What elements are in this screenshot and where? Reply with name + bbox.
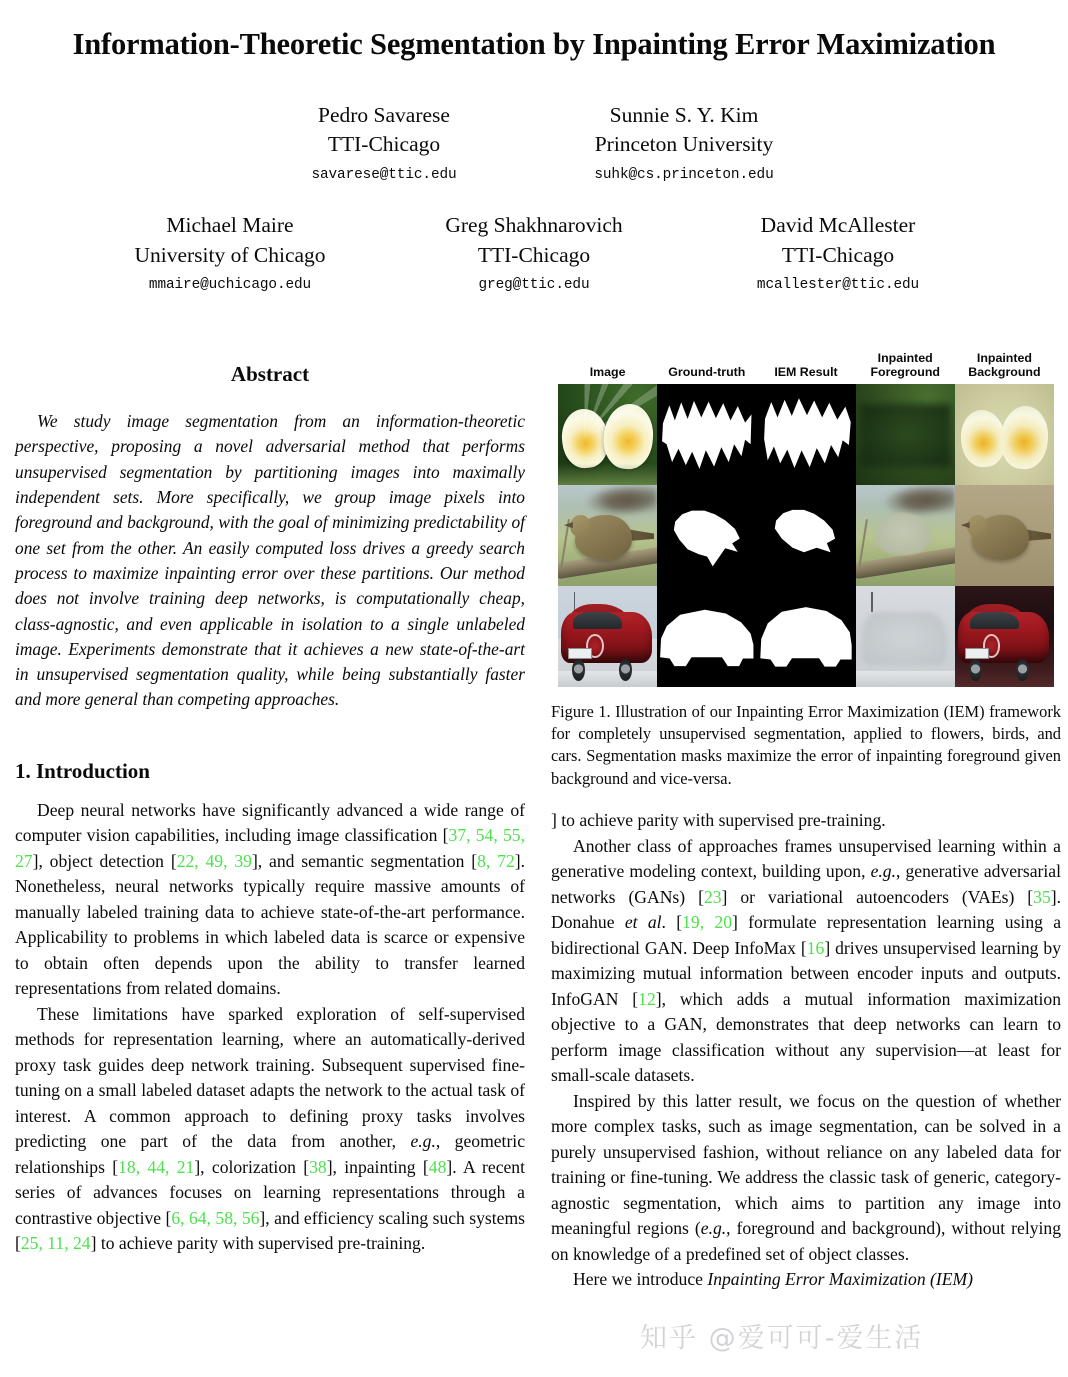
figure-image-grid xyxy=(558,384,1054,687)
eg-italic: e.g. xyxy=(700,1218,727,1239)
citation-ref[interactable]: 23 xyxy=(703,886,722,907)
flower-leaf xyxy=(558,463,657,485)
par-text: ], which adds a mutual information maximization objective to a GAN, demonstrates that deep networks can learn to perform image classification without any supervision—at least for small-scale datasets. xyxy=(551,988,1062,1086)
par-text: Another class of approaches frames unsupervised learning within a generative modeling context, building upon, xyxy=(551,835,1061,882)
inpainted-patch xyxy=(875,513,931,555)
citation-ref[interactable]: 37, 54, 55, 27 xyxy=(15,825,525,871)
intro-paragraph-5 xyxy=(551,1267,1061,1293)
author-sunnie-kim xyxy=(534,101,834,183)
header-line: Foreground xyxy=(870,364,940,379)
citation-ref[interactable]: 22, 49, 39 xyxy=(176,850,252,871)
figure-header-image xyxy=(558,366,657,380)
author-name: Sunnie S. Y. Kim xyxy=(609,102,759,127)
citation-ref[interactable]: 19, 20 xyxy=(682,912,733,933)
par-text: ]. Donahue xyxy=(551,886,1061,933)
par-text: . [ xyxy=(661,912,683,933)
intro-paragraph-2 xyxy=(15,1002,525,1257)
author-name: Pedro Savarese xyxy=(318,102,450,127)
figure-caption: Figure 1. Illustration of our Inpainting Error Maximization (IEM) framework for completely unsupervised segmentation, applied to flowers, birds, and cars. Segmentation masks maximize the error of inpainting foreground given background and vice-versa. xyxy=(551,701,1061,788)
bird-beak xyxy=(961,522,970,528)
author-affiliation: TTI-Chicago xyxy=(781,242,895,267)
segmentation-mask xyxy=(671,507,740,568)
author-email[interactable]: savarese@ttic.edu xyxy=(311,166,457,183)
license-plate xyxy=(568,648,592,659)
citation-ref[interactable]: 25, 11, 24 xyxy=(20,1233,91,1254)
par-text: ], colorization [ xyxy=(194,1156,310,1177)
author-name: David McAllester xyxy=(760,212,916,237)
figure-cell-birds-iem-result xyxy=(756,485,855,586)
citation-ref[interactable]: 35 xyxy=(1033,886,1051,907)
figure-cell-cars-image xyxy=(558,586,657,687)
figure-cell-cars-inpainted-background xyxy=(955,586,1054,687)
section-heading-introduction: 1. Introduction xyxy=(15,758,150,783)
figure-cell-flowers-inpainted-foreground xyxy=(856,384,955,485)
par-text: , generative adversarial networks (GANs) [ xyxy=(551,861,1061,907)
author-affiliation: TTI-Chicago xyxy=(477,242,591,267)
author-david-mcallester xyxy=(686,211,990,293)
figure-cell-birds-image xyxy=(558,485,657,586)
figure-1 xyxy=(551,352,1061,790)
header-line: Inpainted xyxy=(976,351,1032,365)
header-line: Background xyxy=(968,364,1041,379)
par-text: ], object detection [ xyxy=(32,850,177,871)
car-wheel xyxy=(572,659,585,681)
figure-cell-flowers-ground-truth xyxy=(657,384,756,485)
author-email[interactable]: mcallester@ttic.edu xyxy=(756,277,920,294)
segmentation-mask xyxy=(659,606,754,669)
par-text: ] to achieve parity with supervised pre-training. xyxy=(90,1233,426,1254)
intro-paragraph-3 xyxy=(551,834,1061,1089)
flower-petal xyxy=(999,404,1051,470)
par-text: ], inpainting [ xyxy=(326,1156,429,1177)
figure-cell-birds-inpainted-background xyxy=(955,485,1054,586)
page-title: Information-Theoretic Segmentation by Inpainting Error Maximization xyxy=(72,27,996,61)
body-columns xyxy=(0,352,1068,1293)
figure-cell-flowers-image xyxy=(558,384,657,485)
figure-cell-flowers-inpainted-background xyxy=(955,384,1054,485)
figure-header-inpainted-background xyxy=(955,352,1054,380)
bird-head xyxy=(967,515,987,537)
figure-header-inpainted-foreground xyxy=(856,352,955,380)
author-affiliation: TTI-Chicago xyxy=(327,132,441,157)
eg-italic: e.g. xyxy=(870,861,896,882)
author-email[interactable]: mmaire@uchicago.edu xyxy=(148,277,312,294)
author-name: Greg Shakhnarovich xyxy=(445,212,623,237)
inpainted-patch xyxy=(862,612,947,665)
segmentation-mask xyxy=(772,507,835,564)
watermark-overlay: 知乎 @爱可可-爱生活 xyxy=(640,1323,924,1354)
figure-cell-cars-inpainted-foreground xyxy=(856,586,955,687)
citation-ref[interactable]: 12 xyxy=(638,988,656,1009)
par-text: ], and semantic segmentation [ xyxy=(251,850,478,871)
figure-header-ground-truth xyxy=(657,366,756,380)
author-name: Michael Maire xyxy=(166,212,294,237)
citation-ref[interactable]: 6, 64, 58, 56 xyxy=(171,1207,260,1228)
car-antenna xyxy=(871,592,872,612)
par-text: ] drives unsupervised learning by maximizing mutual information between encoder inputs and outputs. InfoGAN [ xyxy=(551,937,1061,1009)
segmentation-mask xyxy=(759,604,852,669)
car-window xyxy=(970,612,1020,629)
par-text: ], and efficiency scaling such systems [ xyxy=(15,1207,526,1254)
figure-cell-birds-ground-truth xyxy=(657,485,756,586)
citation-ref[interactable]: 8, 72 xyxy=(477,850,515,871)
figure-cell-cars-iem-result xyxy=(756,586,855,687)
header-line: Inpainted xyxy=(877,351,933,365)
citation-ref[interactable]: 48 xyxy=(428,1156,447,1177)
par-text: ]. Nonetheless, neural networks typically require massive amounts of manually labeled training data to achieve state-of-the-art performance. Applicability to problems in which labeled data is scarce or expensive to obtain often depends upon the ability to transfer learned representations from related domains. xyxy=(15,850,526,999)
ground-plane xyxy=(856,671,955,687)
car-wheel xyxy=(1016,659,1029,681)
citation-ref[interactable]: 16 xyxy=(806,937,825,958)
figure-cell-cars-ground-truth xyxy=(657,586,756,687)
intro-paragraph-1 xyxy=(15,798,525,1002)
author-email[interactable]: greg@ttic.edu xyxy=(478,277,590,294)
figure-column-headers xyxy=(558,352,1054,380)
citation-ref[interactable]: 18, 44, 21 xyxy=(118,1156,195,1177)
author-pedro-savarese xyxy=(234,101,534,183)
author-affiliation: Princeton University xyxy=(594,132,774,157)
author-greg-shakhnarovich xyxy=(382,211,686,293)
par-text: ] formulate representation learning using a bidirectional GAN. Deep InfoMax [ xyxy=(551,912,1062,958)
author-row-1 xyxy=(40,101,1028,183)
iem-term-italic: Inpainting Error Maximization (IEM) xyxy=(707,1269,974,1290)
par-text: Inspired by this latter result, we focus on the question of whether more complex tasks, such as image segmentation, can be solved in a purely unsupervised fashion, without reliance on any labeled data for training or fine-tuning. We address the classic task of generic, category-agnostic segmentation, which aims to partition any image into meaningful regions ( xyxy=(551,1090,1061,1239)
author-email[interactable]: suhk@cs.princeton.edu xyxy=(594,166,774,183)
header-line: Image xyxy=(589,364,626,379)
etal-italic: et al xyxy=(624,912,662,933)
figure-cell-flowers-iem-result xyxy=(756,384,855,485)
par-text: ]. A recent series of advances focuses on learning representations through a contrastive objective [ xyxy=(15,1156,525,1228)
header-line: IEM Result xyxy=(774,364,838,379)
abstract-text: We study image segmentation from an information-theoretic perspective, proposing a novel adversarial method that performs unsupervised segmentation by partitioning images into maximally independent sets. More specifically, we group image pixels into foreground and background, with the goal of minimizing predictability of one set from the other. An easily computed loss drives a greedy search process to maximize inpainting error over these partitions. Our method does not involve training deep networks, is computationally cheap, class-agnostic, and even applicable in isolation to a single unlabeled image. Experiments demonstrate that it achieves a new state-of-the-art in unsupervised segmentation quality, while being substantially faster and more general than competing approaches. xyxy=(15,411,525,710)
segmentation-mask xyxy=(762,396,851,473)
car-window xyxy=(573,612,623,629)
par-text: Deep neural networks have significantly advanced a wide range of computer vision capabilities, including image classification [ xyxy=(15,799,525,846)
bird-head xyxy=(570,515,590,537)
segmentation-mask xyxy=(661,398,752,473)
license-plate xyxy=(965,648,989,659)
par-text: ] to achieve parity with supervised pre-training. xyxy=(551,810,886,831)
author-michael-maire xyxy=(78,211,382,293)
header-line: Ground-truth xyxy=(668,364,746,379)
car-wheel xyxy=(969,659,982,681)
author-affiliation: University of Chicago xyxy=(134,242,326,267)
figure-cell-birds-inpainted-foreground xyxy=(856,485,955,586)
intro-paragraph-2-continued xyxy=(551,808,1061,834)
author-block xyxy=(0,101,1068,294)
eg-italic: e.g. xyxy=(410,1131,436,1152)
citation-ref[interactable]: 38 xyxy=(309,1156,327,1177)
intro-paragraph-4 xyxy=(551,1089,1061,1268)
abstract-heading: Abstract xyxy=(230,362,310,386)
par-text: ] or variational autoencoders (VAEs) [ xyxy=(721,886,1034,907)
par-text: , foreground and background), without relying on knowledge of a predefined set of object classes. xyxy=(551,1218,1061,1264)
par-text: Here we introduce xyxy=(573,1269,708,1290)
par-text: These limitations have sparked exploration of self-supervised methods for representation learning, where an automatically-derived proxy task guides deep network training. Subsequent supervised fine-tuning on a small labeled dataset adapts the network to the actual task of interest. A common approach to defining proxy tasks involves predicting one part of the data from another, xyxy=(15,1003,525,1152)
right-column xyxy=(551,352,1061,1293)
par-text: , geometric relationships [ xyxy=(15,1131,526,1177)
left-column xyxy=(15,352,525,1293)
author-row-2 xyxy=(40,211,1028,293)
figure-header-iem-result xyxy=(756,366,855,380)
